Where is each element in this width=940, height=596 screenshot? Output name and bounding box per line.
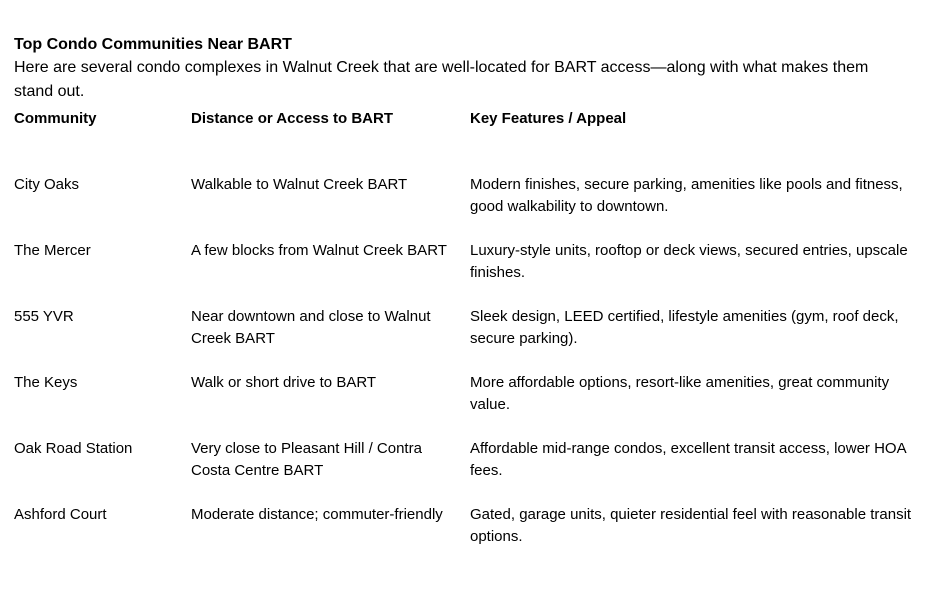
community-cell <box>14 306 191 372</box>
community-name: Ashford Court <box>14 506 107 523</box>
table-row <box>14 240 914 306</box>
features-cell <box>470 240 914 306</box>
access-cell <box>191 504 470 570</box>
bart-access: Moderate distance; commuter-friendly <box>191 506 443 523</box>
table-row <box>14 504 914 570</box>
condo-communities-table <box>14 108 914 570</box>
header-community: Community <box>14 110 97 127</box>
key-features: Gated, garage units, quieter residential feel with reasonable transit options. <box>470 506 912 545</box>
community-cell <box>14 504 191 570</box>
features-cell <box>470 438 914 504</box>
bart-access: A few blocks from Walnut Creek BART <box>191 242 447 259</box>
table-row <box>14 174 914 240</box>
table-row <box>14 372 914 438</box>
document-body <box>14 35 914 570</box>
access-cell <box>191 240 470 306</box>
key-features: Sleek design, LEED certified, lifestyle amenities (gym, roof deck, secure parking). <box>470 308 899 347</box>
features-cell <box>470 372 914 438</box>
features-cell <box>470 174 914 240</box>
bart-access: Walkable to Walnut Creek BART <box>191 176 408 193</box>
community-cell <box>14 240 191 306</box>
community-cell <box>14 174 191 240</box>
community-name: 555 YVR <box>14 308 74 325</box>
key-features: Affordable mid-range condos, excellent transit access, lower HOA fees. <box>470 440 906 479</box>
community-cell <box>14 372 191 438</box>
bart-access: Very close to Pleasant Hill / Contra Costa Centre BART <box>191 440 422 479</box>
access-cell <box>191 438 470 504</box>
features-cell <box>470 504 914 570</box>
community-cell <box>14 438 191 504</box>
intro-paragraph: Here are several condo complexes in Walnut Creek that are well-located for BART access—along with what makes them stand out. <box>14 59 869 100</box>
header-access: Distance or Access to BART <box>191 110 394 127</box>
table-row <box>14 306 914 372</box>
access-cell <box>191 174 470 240</box>
community-name: The Keys <box>14 374 78 391</box>
table-header-row <box>14 108 914 174</box>
document-title: Top Condo Communities Near BART <box>14 36 292 53</box>
community-name: The Mercer <box>14 242 91 259</box>
bart-access: Walk or short drive to BART <box>191 374 377 391</box>
access-cell <box>191 372 470 438</box>
bart-access: Near downtown and close to Walnut Creek BART <box>191 308 431 347</box>
key-features: More affordable options, resort-like amenities, great community value. <box>470 374 890 413</box>
community-name: Oak Road Station <box>14 440 133 457</box>
community-name: City Oaks <box>14 176 80 193</box>
features-cell <box>470 306 914 372</box>
header-features: Key Features / Appeal <box>470 110 627 127</box>
access-cell <box>191 306 470 372</box>
key-features: Modern finishes, secure parking, amenities like pools and fitness, good walkability to downtown. <box>470 176 903 215</box>
table-row <box>14 438 914 504</box>
key-features: Luxury-style units, rooftop or deck views, secured entries, upscale finishes. <box>470 242 908 281</box>
